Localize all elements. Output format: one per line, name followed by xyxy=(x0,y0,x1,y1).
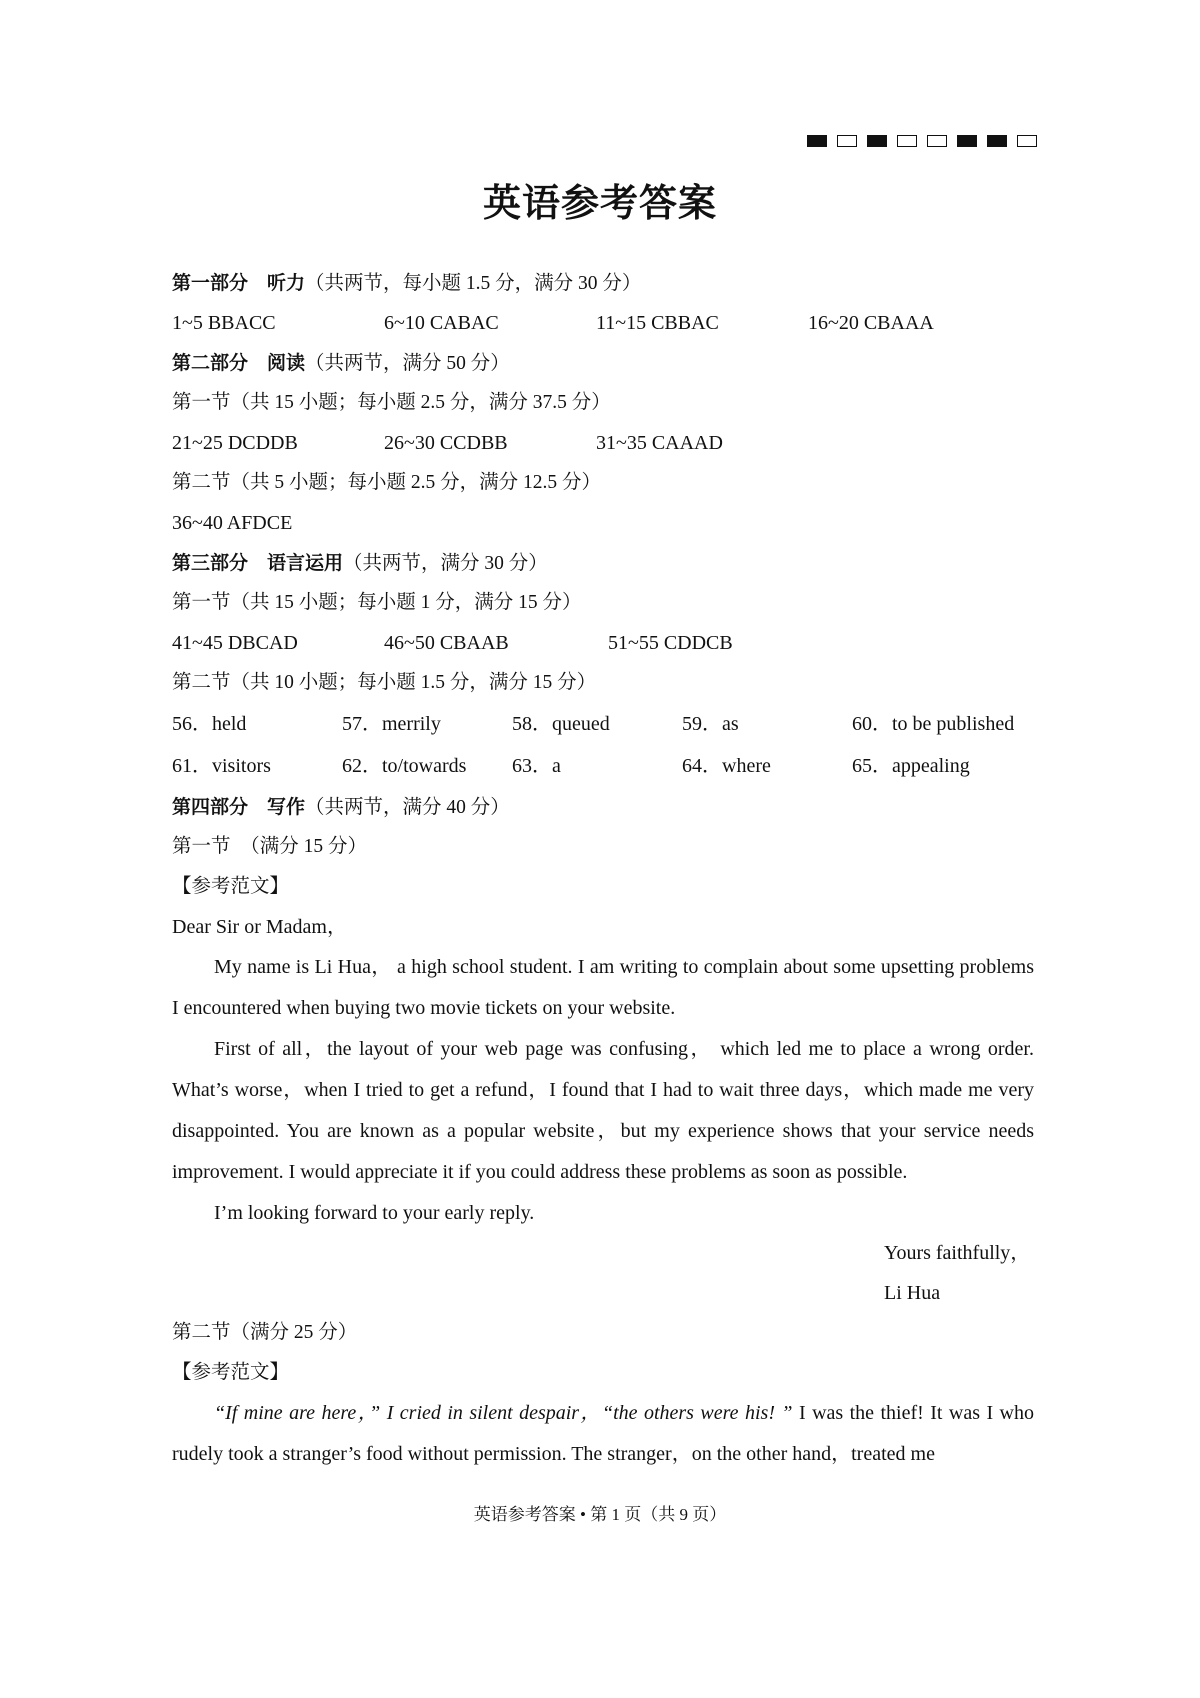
filled-square-mark xyxy=(957,135,977,147)
letter-paragraph-1: My name is Li Hua， a high school student. I am writing to complain about some upsetting problems I encountered when buying two movie tickets on your website. xyxy=(172,956,1034,1019)
part1-answers xyxy=(172,303,1034,343)
empty-square-mark xyxy=(897,135,917,147)
answer-group: 6~10 CABAC xyxy=(384,312,499,334)
story-text: I was the thief! It was I who rudely took a stranger’s food without permission. The stranger，on the other hand，treated me xyxy=(172,1402,1034,1465)
fill-answer: 63．a xyxy=(512,755,561,777)
part1-heading: 第一部分 听力 xyxy=(172,272,306,294)
part2-sec1-answers xyxy=(172,423,1034,463)
part2-heading: 第二部分 阅读 xyxy=(172,352,306,374)
fill-row-2 xyxy=(172,745,1034,787)
fill-answer: 64．where xyxy=(682,755,771,777)
part3-sec1-title: 第一节（共 15 小题；每小题 1 分，满分 15 分） xyxy=(172,592,582,613)
header-marks xyxy=(807,135,1037,147)
empty-square-mark xyxy=(1017,135,1037,147)
answer-group: 16~20 CBAAA xyxy=(808,312,934,334)
letter-closing: Yours faithfully， xyxy=(884,1242,1031,1264)
part4-sec2-title: 第二节（满分 25 分） xyxy=(172,1322,358,1343)
part2-sec2-answers xyxy=(172,503,1034,543)
sample-label-2: 【参考范文】 xyxy=(172,1362,290,1383)
fill-row-1 xyxy=(172,703,1034,745)
empty-square-mark xyxy=(927,135,947,147)
answer-group: 26~30 CCDBB xyxy=(384,432,508,454)
story-quote: “If mine are here，” I cried in silent despair，“the others were his! ” xyxy=(214,1402,793,1424)
answer-group: 1~5 BBACC xyxy=(172,312,276,334)
page-footer: 英语参考答案 • 第 1 页（共 9 页） xyxy=(473,1505,727,1524)
fill-answer: 62．to/towards xyxy=(342,755,467,777)
fill-answer: 57．merrily xyxy=(342,713,441,735)
part3-sec2-title: 第二节（共 10 小题；每小题 1.5 分，满分 15 分） xyxy=(172,672,597,693)
empty-square-mark xyxy=(837,135,857,147)
filled-square-mark xyxy=(867,135,887,147)
fill-answer: 61．visitors xyxy=(172,755,271,777)
answer-group: 21~25 DCDDB xyxy=(172,432,298,454)
letter-paragraph-2: First of all，the layout of your web page was confusing， which led me to place a wrong order. What’s worse，when I tried to get a refund，I found that I had to wait three days，which made me very disappointed. You are known as a popular website，but my experience shows that your service needs improvement. I would appreciate it if you could address these problems as soon as possible. xyxy=(172,1038,1034,1183)
answer-group: 41~45 DBCAD xyxy=(172,632,298,654)
fill-answer: 60．to be published xyxy=(852,713,1015,735)
part4-sec1-title: 第一节 （满分 15 分） xyxy=(172,836,368,857)
letter-greeting: Dear Sir or Madam， xyxy=(172,916,347,938)
story-paragraph xyxy=(172,1393,1034,1475)
letter-paragraph-3: I’m looking forward to your early reply. xyxy=(214,1202,535,1224)
part1-heading-line xyxy=(172,263,1034,303)
answer-group: 51~55 CDDCB xyxy=(608,632,733,654)
part3-note: （共两节，满分 30 分） xyxy=(343,553,548,574)
part2-heading-line xyxy=(172,343,1034,383)
part4-heading-line xyxy=(172,787,1034,827)
answer-group: 31~35 CAAAD xyxy=(596,432,723,454)
answer-group: 11~15 CBBAC xyxy=(596,312,719,334)
part1-note: （共两节，每小题 1.5 分，满分 30 分） xyxy=(305,273,642,294)
content xyxy=(172,263,1034,1475)
answer-group: 46~50 CBAAB xyxy=(384,632,509,654)
part3-sec1-answers xyxy=(172,623,1034,663)
part2-sec1-title: 第一节（共 15 小题；每小题 2.5 分，满分 37.5 分） xyxy=(172,392,611,413)
filled-square-mark xyxy=(987,135,1007,147)
answer-group: 36~40 AFDCE xyxy=(172,512,293,534)
filled-square-mark xyxy=(807,135,827,147)
page-title: 英语参考答案 xyxy=(482,180,717,225)
part4-note: （共两节，满分 40 分） xyxy=(305,797,510,818)
fill-answer: 58．queued xyxy=(512,713,610,735)
fill-answer: 65．appealing xyxy=(852,755,970,777)
part3-heading: 第三部分 语言运用 xyxy=(172,552,344,574)
part2-sec2-title: 第二节（共 5 小题；每小题 2.5 分，满分 12.5 分） xyxy=(172,472,602,493)
fill-answer: 59．as xyxy=(682,713,739,735)
part3-heading-line xyxy=(172,543,1034,583)
sample-label: 【参考范文】 xyxy=(172,876,290,897)
fill-answer: 56．held xyxy=(172,713,247,735)
part2-note: （共两节，满分 50 分） xyxy=(305,353,510,374)
part4-heading: 第四部分 写作 xyxy=(172,796,306,818)
letter-signature: Li Hua xyxy=(884,1282,941,1304)
